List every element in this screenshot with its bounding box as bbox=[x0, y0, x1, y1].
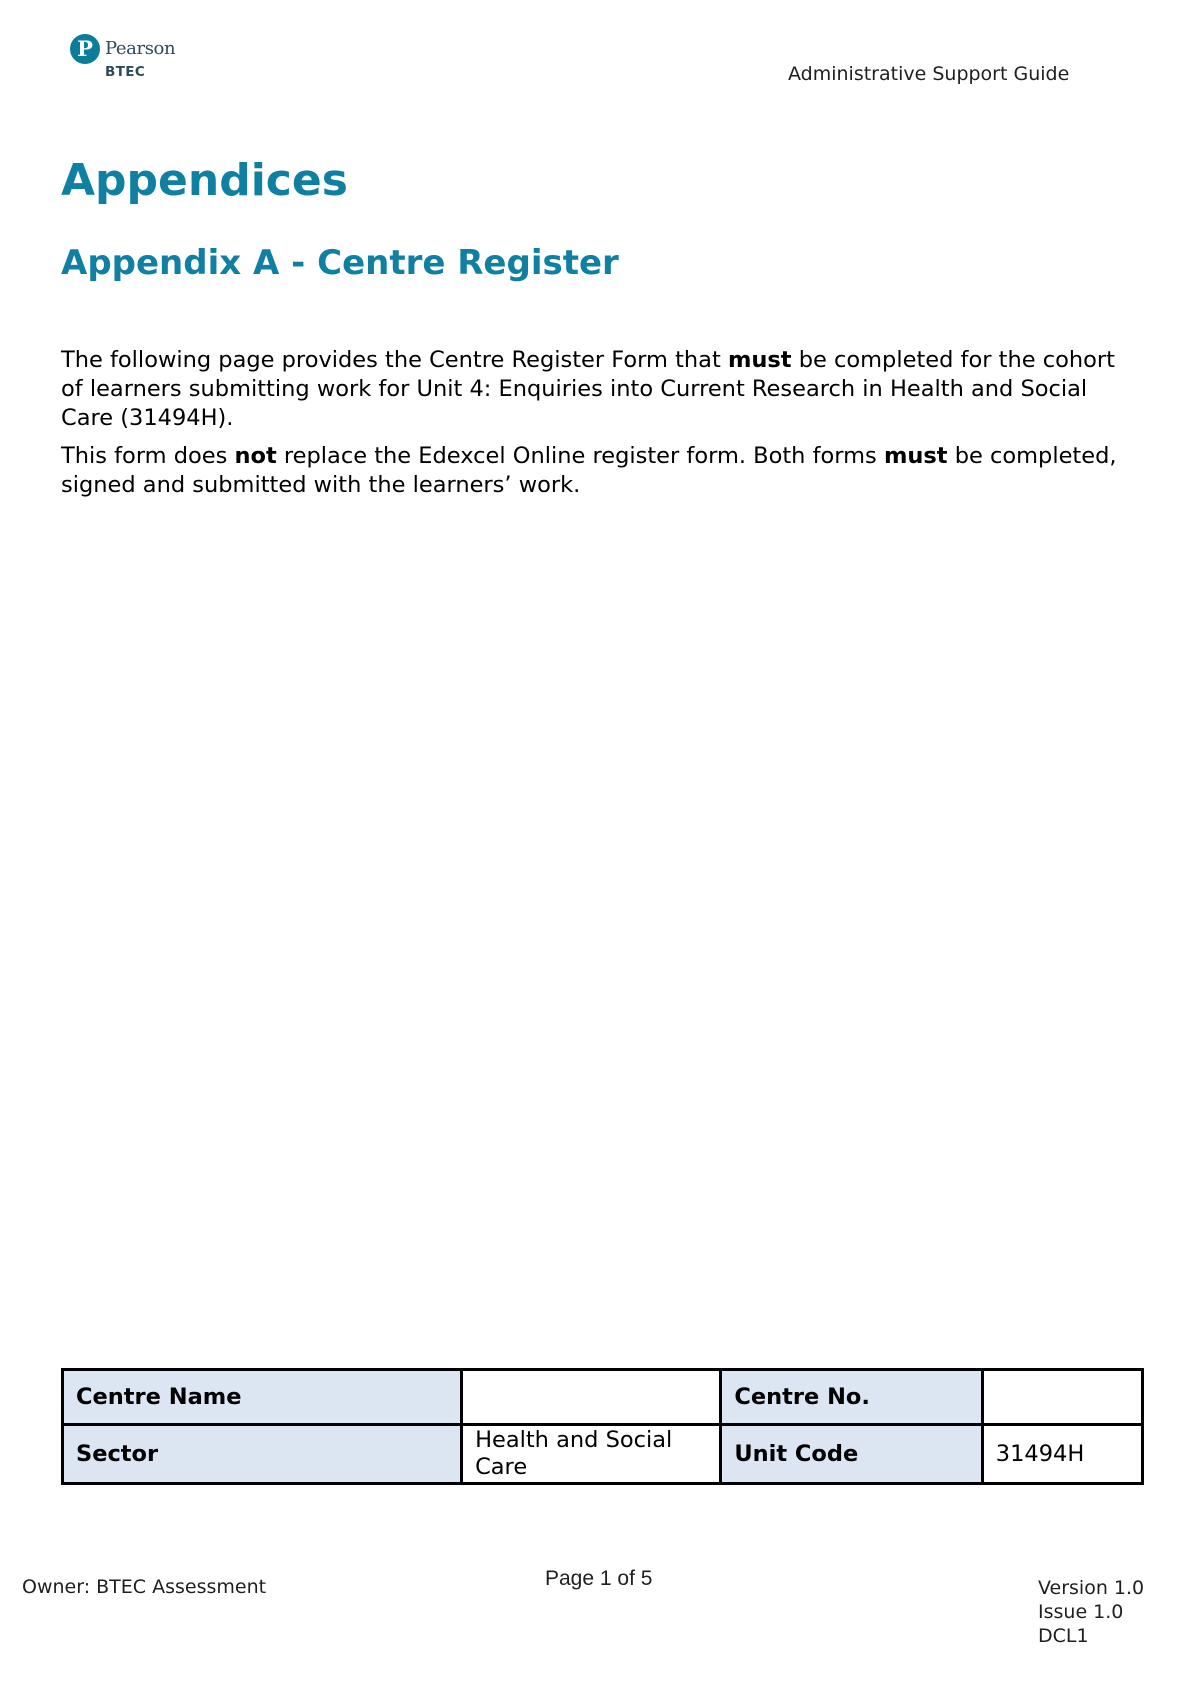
header-title: Administrative Support Guide bbox=[788, 63, 1070, 85]
footer-version: Version 1.0 bbox=[1038, 1577, 1145, 1599]
footer-owner: Owner: BTEC Assessment bbox=[22, 1576, 267, 1598]
notice-text-3: be completed, signed and submitted with the learners’ work. bbox=[61, 443, 1117, 498]
notice-text-2: replace the Edexcel Online register form. Both forms bbox=[276, 443, 884, 469]
intro-text-1: The following page provides the Centre Register Form that bbox=[61, 347, 728, 373]
notice-emphasis-must: must bbox=[883, 443, 948, 469]
section-title: Appendix A - Centre Register bbox=[61, 243, 619, 283]
unit-code-label: Unit Code bbox=[721, 1425, 982, 1484]
pearson-btec-logo bbox=[70, 34, 200, 84]
footer-code: DCL1 bbox=[1038, 1625, 1089, 1647]
centre-name-value[interactable] bbox=[462, 1370, 721, 1425]
table-row bbox=[63, 1425, 1143, 1484]
table-row bbox=[63, 1370, 1143, 1425]
sector-label: Sector bbox=[63, 1425, 462, 1484]
centre-register-table bbox=[61, 1368, 1144, 1485]
centre-no-label: Centre No. bbox=[721, 1370, 982, 1425]
logo-sub-text: BTEC bbox=[105, 64, 146, 80]
footer-version-info bbox=[1038, 1576, 1144, 1648]
notice-paragraph bbox=[61, 442, 1141, 500]
intro-paragraph bbox=[61, 346, 1141, 433]
sector-value: Health and Social Care bbox=[462, 1425, 721, 1484]
footer-issue: Issue 1.0 bbox=[1038, 1601, 1124, 1623]
centre-no-value[interactable] bbox=[982, 1370, 1142, 1425]
intro-text-2: be completed for the cohort of learners submitting work for Unit 4: Enquiries into Current Research in Health and Social Care (31494H). bbox=[61, 347, 1115, 431]
unit-code-value: 31494H bbox=[982, 1425, 1142, 1484]
logo-brand-text: Pearson bbox=[105, 38, 176, 59]
footer-page-number: Page 1 of 5 bbox=[545, 1567, 653, 1590]
notice-text-1: This form does bbox=[61, 443, 235, 469]
centre-name-label: Centre Name bbox=[63, 1370, 462, 1425]
pearson-logo-icon: P bbox=[70, 34, 100, 64]
page-title: Appendices bbox=[61, 155, 348, 206]
intro-emphasis-must: must bbox=[727, 347, 792, 373]
notice-emphasis-not: not bbox=[234, 443, 277, 469]
